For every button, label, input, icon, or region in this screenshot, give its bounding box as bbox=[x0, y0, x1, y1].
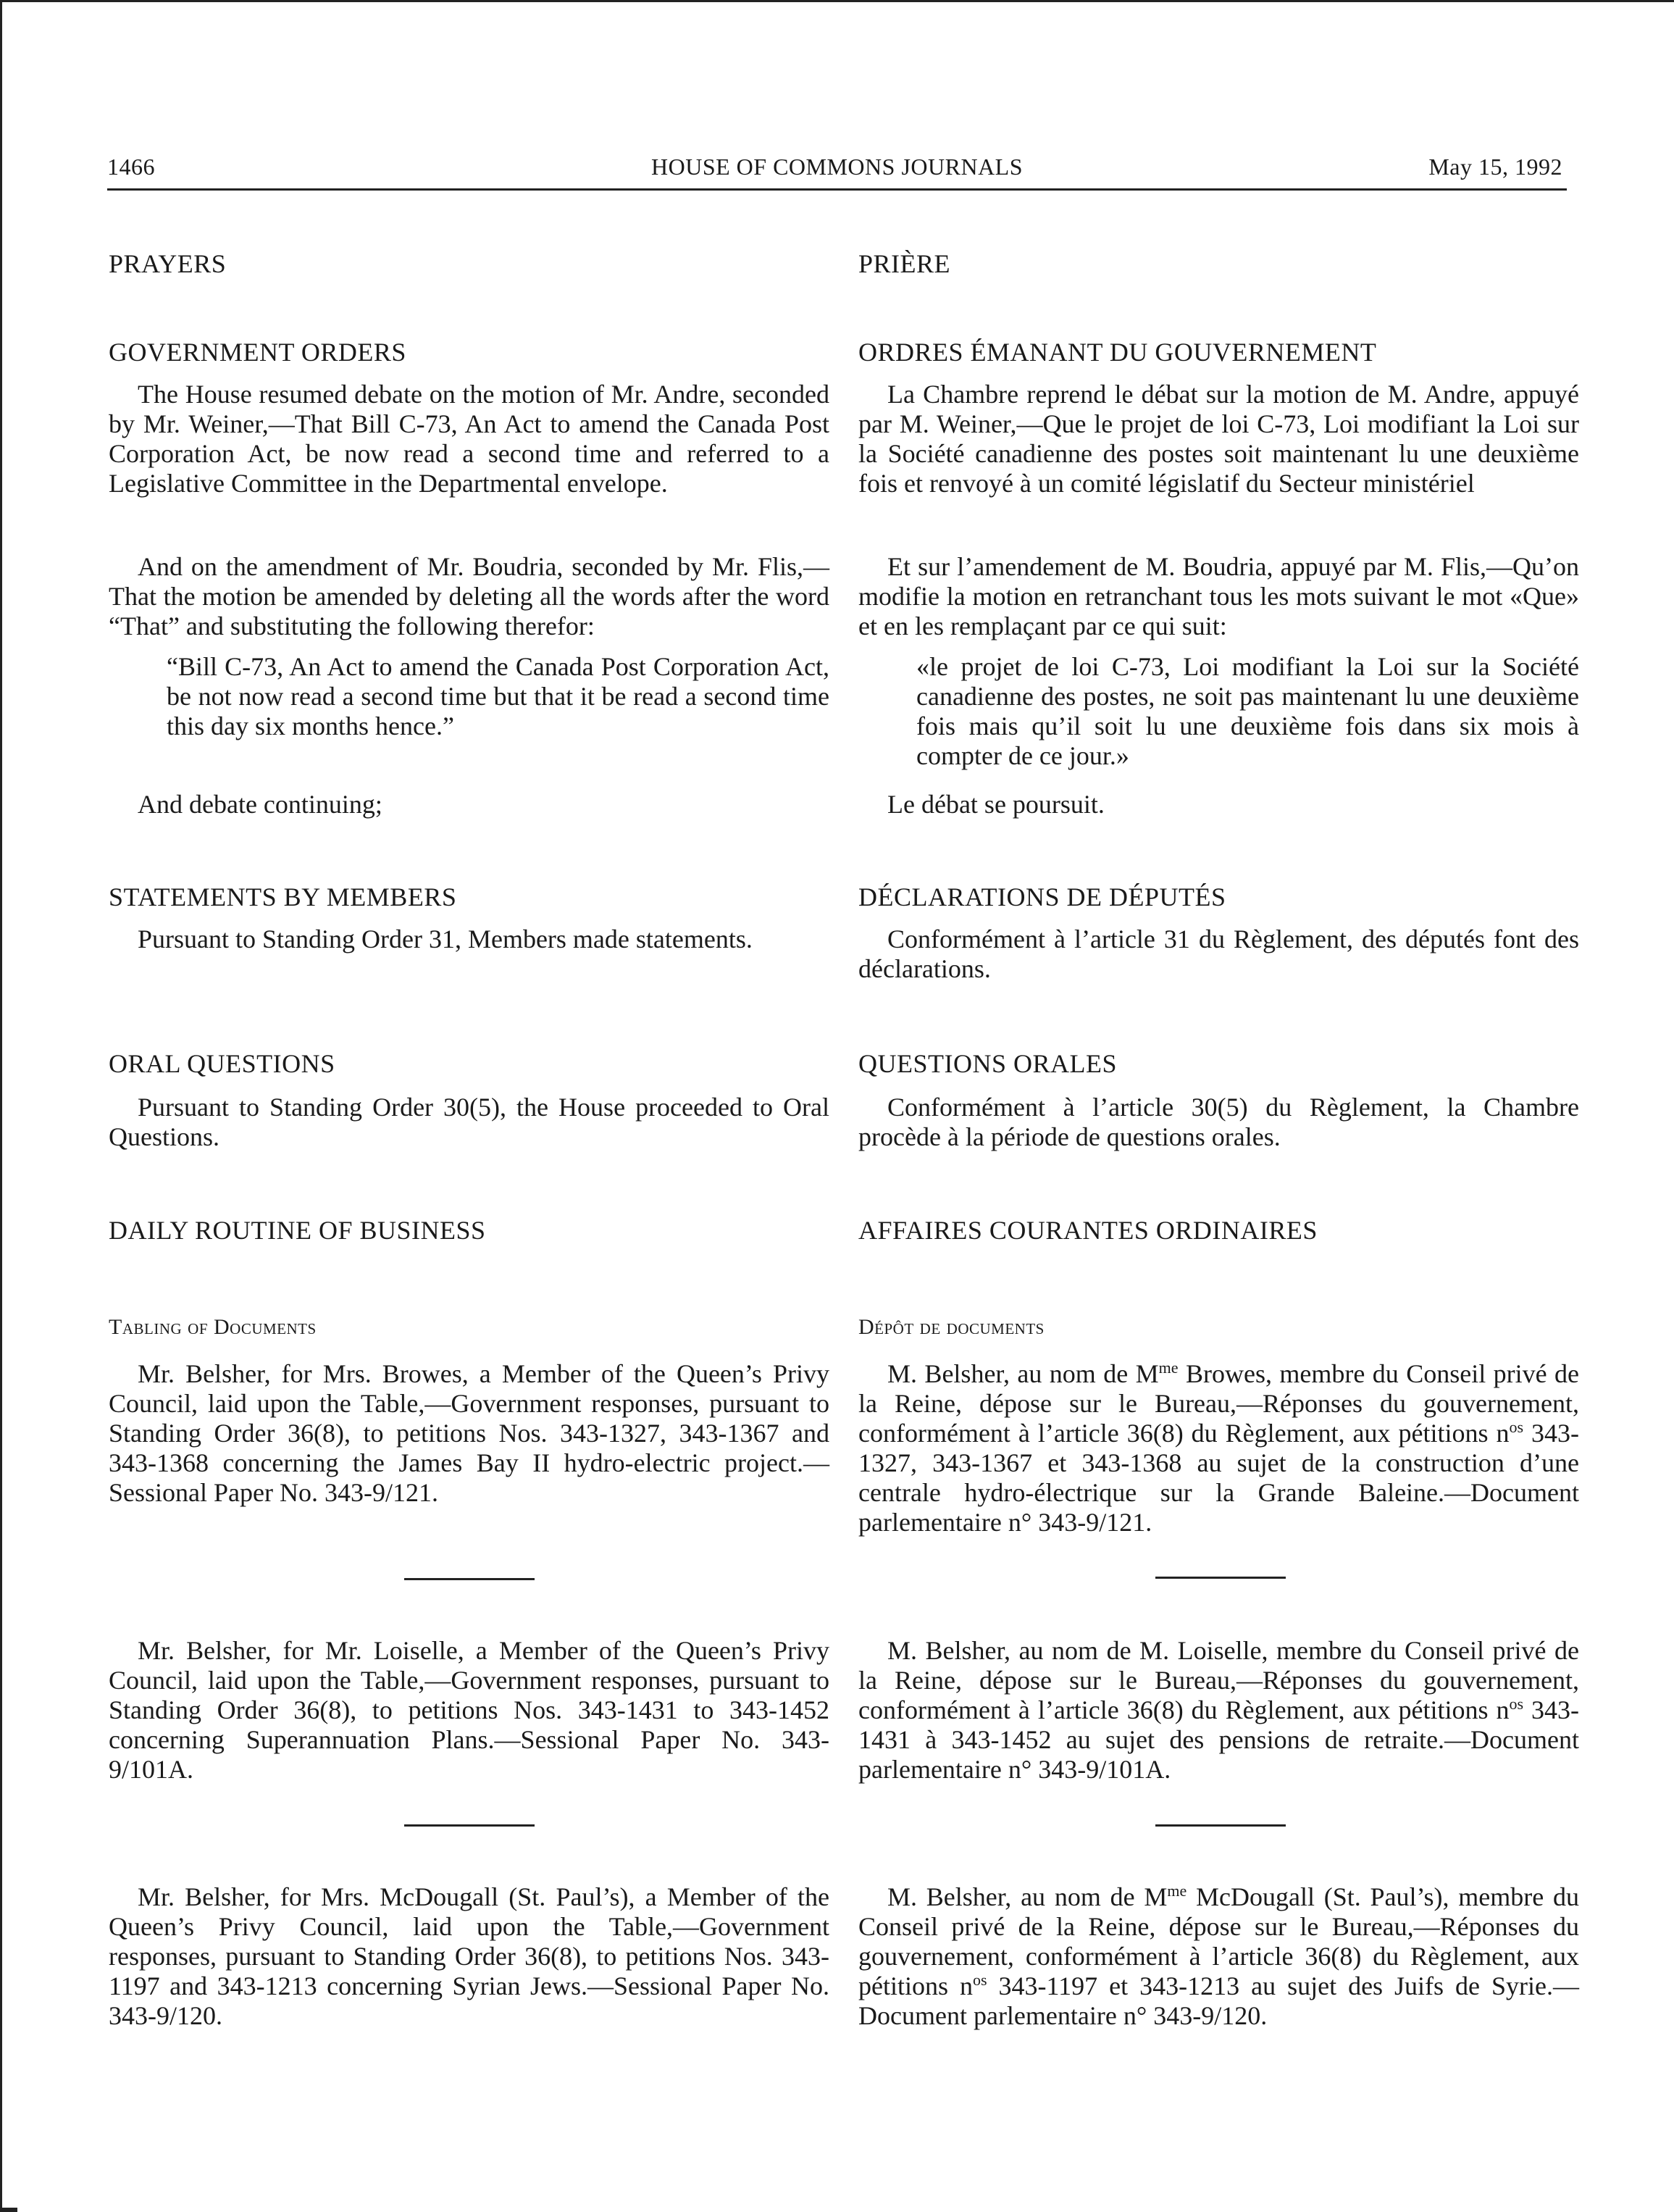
page-number: 1466 bbox=[107, 154, 155, 180]
government-orders-paragraph-3: And debate continuing; bbox=[138, 790, 382, 819]
depot-heading: Dépôt de documents bbox=[858, 1315, 1045, 1339]
ordres-paragraph-3: Le débat se poursuit. bbox=[887, 790, 1105, 819]
page-edge-bottom bbox=[0, 2208, 17, 2212]
declarations-heading: DÉCLARATIONS DE DÉPUTÉS bbox=[858, 882, 1226, 911]
oral-questions-heading: ORAL QUESTIONS bbox=[109, 1049, 335, 1078]
separator-rule bbox=[1155, 1577, 1286, 1579]
journal-date: May 15, 1992 bbox=[1428, 154, 1562, 180]
amendment-quote: “Bill C-73, An Act to amend the Canada Post Corporation Act, be not now read a second time but that it be read a second time this day six months hence.” bbox=[167, 652, 829, 740]
ordres-gouvernement-heading: ORDRES ÉMANANT DU GOUVERNEMENT bbox=[858, 338, 1377, 367]
declarations-paragraph: Conformément à l’article 31 du Règlement, des députés font des déclarations. bbox=[858, 925, 1579, 983]
separator-rule bbox=[1155, 1824, 1286, 1827]
page-edge-top bbox=[0, 0, 1674, 2]
affaires-courantes-heading: AFFAIRES COURANTES ORDINAIRES bbox=[858, 1216, 1318, 1245]
statements-heading: STATEMENTS BY MEMBERS bbox=[109, 882, 457, 911]
depot-paragraph-2: M. Belsher, au nom de M. Loiselle, membre du Conseil privé de la Reine, dépose sur le Bureau,—Réponses du gouvernement, conformément à l’article 36(8) du Règlement, aux pétitions $n^{os}$ 343-1431 à 343-1452 au sujet des pensions de retraite.—Document parlementaire n° 343-9/101A. bbox=[858, 1636, 1579, 1784]
tabling-heading: Tabling of Documents bbox=[109, 1315, 317, 1339]
questions-orales-heading: QUESTIONS ORALES bbox=[858, 1049, 1118, 1078]
page-edge-left bbox=[0, 0, 2, 2212]
running-head bbox=[107, 149, 1567, 191]
oral-questions-paragraph: Pursuant to Standing Order 30(5), the House proceeded to Oral Questions. bbox=[109, 1093, 829, 1151]
tabling-paragraph-1: Mr. Belsher, for Mrs. Browes, a Member of the Queen’s Privy Council, laid upon the Table,—Government responses, pursuant to Standing Order 36(8), to petitions Nos. 343-1327, 343-1367 and 343-1368 concerning the James Bay II hydro-electric project.—Sessional Paper No. 343-9/121. bbox=[109, 1359, 829, 1507]
government-orders-heading: GOVERNMENT ORDERS bbox=[109, 338, 406, 367]
questions-orales-paragraph: Conformément à l’article 30(5) du Règlement, la Chambre procède à la période de questions orales. bbox=[858, 1093, 1579, 1151]
prayers-heading: PRAYERS bbox=[109, 249, 227, 278]
priere-heading: PRIÈRE bbox=[858, 249, 951, 278]
government-orders-paragraph-1: The House resumed debate on the motion of Mr. Andre, seconded by Mr. Weiner,—That Bill C-73, An Act to amend the Canada Post Corporation Act, be now read a second time and referred to a Legislative Committee in the Departmental envelope. bbox=[109, 380, 829, 498]
amendement-quote: «le projet de loi C-73, Loi modifiant la Loi sur la Société canadienne des postes, ne soit pas maintenant lu une deuxième fois mais qu’il soit lu une deuxième fois dans six mois à compter de ce jour.» bbox=[916, 652, 1579, 770]
daily-routine-heading: DAILY ROUTINE OF BUSINESS bbox=[109, 1216, 486, 1245]
tabling-paragraph-2: Mr. Belsher, for Mr. Loiselle, a Member of the Queen’s Privy Council, laid upon the Table,—Government responses, pursuant to Standing Order 36(8), to petitions Nos. 343-1431 to 343-1452 concerning Superannuation Plans.—Sessional Paper No. 343-9/101A. bbox=[109, 1636, 829, 1784]
depot-paragraph-3: M. Belsher, au nom de $M^{me}$ McDougall (St. Paul’s), membre du Conseil privé de la Reine, dépose sur le Bureau,—Réponses du gouvernement, conformément à l’article 36(8) du Règlement, aux pétitions $n^{os}$ 343-1197 et 343-1213 au sujet des Juifs de Syrie.—Document parlementaire n° 343-9/120. bbox=[858, 1882, 1579, 2030]
separator-rule bbox=[404, 1578, 535, 1580]
government-orders-paragraph-2: And on the amendment of Mr. Boudria, seconded by Mr. Flis,—That the motion be amended by deleting all the words after the word “That” and substituting the following therefor: bbox=[109, 552, 829, 640]
separator-rule bbox=[404, 1824, 535, 1827]
journal-title: HOUSE OF COMMONS JOURNALS bbox=[650, 154, 1024, 180]
tabling-paragraph-3: Mr. Belsher, for Mrs. McDougall (St. Paul’s), a Member of the Queen’s Privy Council, laid upon the Table,—Government responses, pursuant to Standing Order 36(8), to petitions Nos. 343-1197 and 343-1213 concerning Syrian Jews.—Sessional Paper No. 343-9/120. bbox=[109, 1882, 829, 2030]
ordres-paragraph-2: Et sur l’amendement de M. Boudria, appuyé par M. Flis,—Qu’on modifie la motion en retranchant tous les mots suivant le mot «Que» et en les remplaçant par ce qui suit: bbox=[858, 552, 1579, 640]
statements-paragraph: Pursuant to Standing Order 31, Members made statements. bbox=[138, 925, 753, 953]
depot-paragraph-1: M. Belsher, au nom de $M^{me}$ Browes, membre du Conseil privé de la Reine, dépose sur le Bureau,—Réponses du gouvernement, conformément à l’article 36(8) du Règlement, aux pétitions $n^{os}$ 343-1327, 343-1367 et 343-1368 au sujet de la construction d’une centrale hydro-électrique sur la Grande Baleine.—Document parlementaire n° 343-9/121. bbox=[858, 1358, 1579, 1537]
ordres-paragraph-1: La Chambre reprend le débat sur la motion de M. Andre, appuyé par M. Weiner,—Que le projet de loi C-73, Loi modifiant la Loi sur la Société canadienne des postes soit maintenant lu une deuxième fois et renvoyé à un comité législatif du Secteur ministériel bbox=[858, 380, 1579, 498]
